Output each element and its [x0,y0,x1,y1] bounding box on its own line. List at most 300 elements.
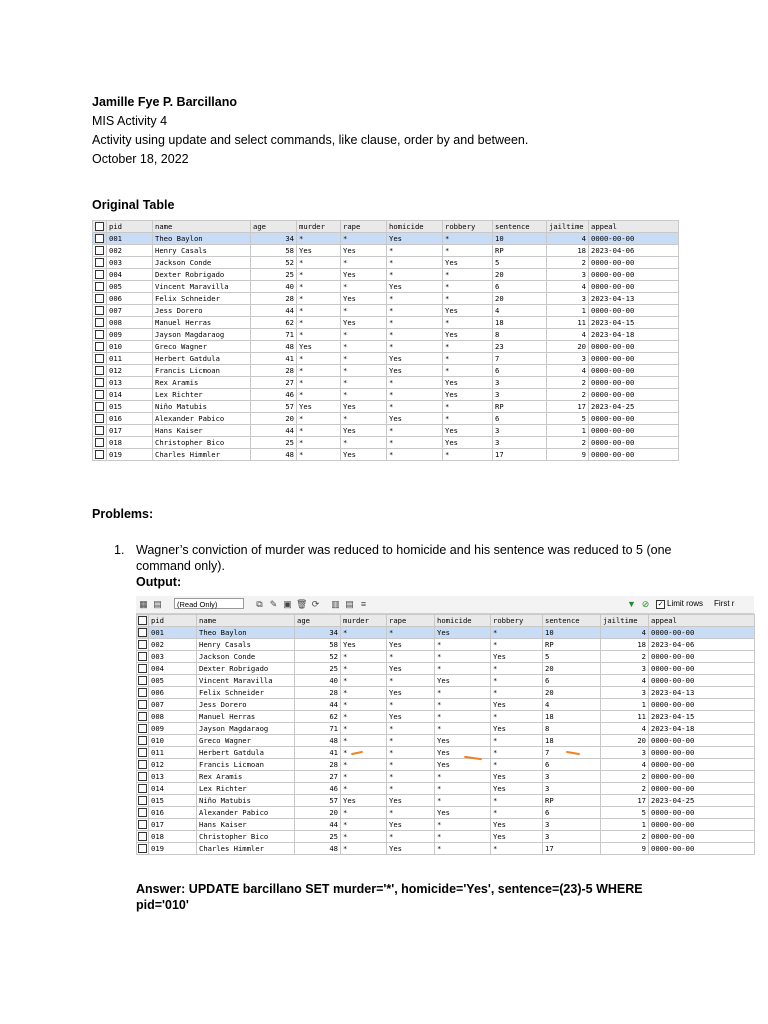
cell-pid[interactable]: 004 [107,269,153,281]
cell-jailtime[interactable]: 18 [601,639,649,651]
cell-rape[interactable]: * [341,365,387,377]
cell-name[interactable]: Manuel Herras [153,317,251,329]
cell-murder[interactable]: * [297,233,341,245]
cell-rape[interactable]: Yes [341,401,387,413]
cell-name[interactable]: Dexter Robrigado [153,269,251,281]
table-row[interactable] [137,843,755,855]
cell-pid[interactable]: 001 [107,233,153,245]
cell-jailtime[interactable]: 17 [601,795,649,807]
table-row[interactable] [93,257,679,269]
row-checkbox[interactable] [93,401,107,413]
cell-name[interactable]: Christopher Bico [197,831,295,843]
row-checkbox[interactable] [137,699,149,711]
table-row[interactable] [137,783,755,795]
cell-age[interactable]: 34 [251,233,297,245]
cell-sentence[interactable]: 20 [493,269,547,281]
cell-murder[interactable]: * [297,449,341,461]
cell-murder[interactable]: * [297,257,341,269]
cell-appeal[interactable]: 0000-00-00 [649,783,755,795]
cell-robbery[interactable]: * [491,639,543,651]
cell-robbery[interactable]: Yes [443,305,493,317]
cell-appeal[interactable]: 0000-00-00 [649,735,755,747]
cell-rape[interactable]: * [387,627,435,639]
cell-age[interactable]: 57 [251,401,297,413]
cell-rape[interactable]: * [341,389,387,401]
row-checkbox[interactable] [137,735,149,747]
cell-homicide[interactable]: Yes [387,365,443,377]
cell-rape[interactable]: Yes [387,687,435,699]
cell-homicide[interactable]: * [387,449,443,461]
cell-murder[interactable]: * [341,711,387,723]
cell-sentence[interactable]: 4 [543,699,601,711]
refresh-icon[interactable]: ⟳ [311,599,320,609]
row-checkbox[interactable] [93,257,107,269]
cell-jailtime[interactable]: 2 [547,437,589,449]
table-row[interactable] [137,735,755,747]
cell-jailtime[interactable]: 4 [547,365,589,377]
cell-age[interactable]: 46 [251,389,297,401]
cell-name[interactable]: Charles Himmler [153,449,251,461]
cell-age[interactable]: 52 [251,257,297,269]
mode-select[interactable]: (Read Only) [174,598,244,609]
cell-rape[interactable]: Yes [341,425,387,437]
cell-rape[interactable]: * [341,437,387,449]
cell-jailtime[interactable]: 2 [601,651,649,663]
cell-rape[interactable]: Yes [387,639,435,651]
cell-robbery[interactable]: * [443,233,493,245]
cell-rape[interactable]: * [387,783,435,795]
cell-pid[interactable]: 018 [149,831,197,843]
cell-name[interactable]: Henry Casals [197,639,295,651]
cell-robbery[interactable]: Yes [491,831,543,843]
cell-pid[interactable]: 005 [107,281,153,293]
cell-jailtime[interactable]: 5 [601,807,649,819]
cell-name[interactable]: Herbert Gatdula [153,353,251,365]
cell-pid[interactable]: 016 [149,807,197,819]
cell-murder[interactable]: * [341,747,387,759]
cell-homicide[interactable]: * [387,329,443,341]
cell-age[interactable]: 71 [251,329,297,341]
cell-homicide[interactable]: * [435,711,491,723]
cell-appeal[interactable]: 0000-00-00 [589,425,679,437]
cell-appeal[interactable]: 0000-00-00 [589,413,679,425]
cell-jailtime[interactable]: 3 [547,269,589,281]
cell-appeal[interactable]: 0000-00-00 [649,663,755,675]
cell-age[interactable]: 20 [295,807,341,819]
cell-jailtime[interactable]: 11 [547,317,589,329]
cell-robbery[interactable]: * [443,245,493,257]
cell-rape[interactable]: * [341,281,387,293]
cell-sentence[interactable]: RP [493,401,547,413]
cell-jailtime[interactable]: 17 [547,401,589,413]
table-row[interactable] [137,675,755,687]
cell-rape[interactable]: * [341,257,387,269]
cell-rape[interactable]: * [341,353,387,365]
row-checkbox[interactable] [93,425,107,437]
table-row[interactable] [93,449,679,461]
cell-age[interactable]: 52 [295,651,341,663]
cell-jailtime[interactable]: 1 [601,699,649,711]
row-checkbox[interactable] [93,353,107,365]
cell-robbery[interactable]: Yes [443,329,493,341]
cell-robbery[interactable]: Yes [491,783,543,795]
cell-age[interactable]: 44 [251,305,297,317]
cell-rape[interactable]: * [341,329,387,341]
cell-appeal[interactable]: 0000-00-00 [589,437,679,449]
cell-jailtime[interactable]: 2 [601,771,649,783]
cell-homicide[interactable]: * [387,245,443,257]
row-checkbox[interactable] [137,627,149,639]
cell-sentence[interactable]: 3 [493,389,547,401]
cell-appeal[interactable]: 0000-00-00 [589,365,679,377]
row-checkbox[interactable] [137,843,149,855]
cell-name[interactable]: Theo Baylon [197,627,295,639]
cell-name[interactable]: Vincent Maravilla [153,281,251,293]
cell-sentence[interactable]: 10 [543,627,601,639]
cell-sentence[interactable]: 20 [493,293,547,305]
cell-pid[interactable]: 007 [149,699,197,711]
cell-pid[interactable]: 003 [107,257,153,269]
cell-sentence[interactable]: 7 [493,353,547,365]
cell-appeal[interactable]: 0000-00-00 [589,341,679,353]
cell-sentence[interactable]: 3 [493,377,547,389]
cell-name[interactable]: Christopher Bico [153,437,251,449]
row-checkbox[interactable] [137,819,149,831]
cell-name[interactable]: Lex Richter [197,783,295,795]
cell-pid[interactable]: 008 [107,317,153,329]
cell-age[interactable]: 25 [251,269,297,281]
cell-rape[interactable]: * [387,771,435,783]
cell-murder[interactable]: * [297,305,341,317]
cell-rape[interactable]: * [387,735,435,747]
row-checkbox[interactable] [93,437,107,449]
cell-sentence[interactable]: 8 [543,723,601,735]
cell-sentence[interactable]: RP [543,795,601,807]
cell-name[interactable]: Theo Baylon [153,233,251,245]
cell-robbery[interactable]: * [491,807,543,819]
cell-murder[interactable]: * [297,353,341,365]
cell-pid[interactable]: 012 [107,365,153,377]
cell-pid[interactable]: 006 [107,293,153,305]
cell-homicide[interactable]: Yes [387,233,443,245]
cell-robbery[interactable]: * [443,449,493,461]
cell-appeal[interactable]: 0000-00-00 [649,699,755,711]
cell-jailtime[interactable]: 3 [547,293,589,305]
cell-robbery[interactable]: * [491,795,543,807]
table-row[interactable] [137,759,755,771]
cell-murder[interactable]: Yes [297,245,341,257]
cell-appeal[interactable]: 0000-00-00 [649,819,755,831]
cell-pid[interactable]: 012 [149,759,197,771]
row-checkbox[interactable] [137,675,149,687]
cell-jailtime[interactable]: 2 [547,389,589,401]
cell-homicide[interactable]: * [435,819,491,831]
column-header-homicide[interactable]: homicide [435,615,491,627]
table-row[interactable] [93,389,679,401]
table-row[interactable] [93,437,679,449]
table-row[interactable] [93,377,679,389]
cell-name[interactable]: Vincent Maravilla [197,675,295,687]
cell-age[interactable]: 25 [251,437,297,449]
cell-sentence[interactable]: 20 [543,687,601,699]
cell-appeal[interactable]: 0000-00-00 [649,651,755,663]
cell-appeal[interactable]: 0000-00-00 [589,353,679,365]
cell-name[interactable]: Niño Matubis [197,795,295,807]
cell-appeal[interactable]: 0000-00-00 [589,389,679,401]
cell-name[interactable]: Jackson Conde [153,257,251,269]
cell-appeal[interactable]: 2023-04-25 [589,401,679,413]
cell-sentence[interactable]: 5 [493,257,547,269]
cell-jailtime[interactable]: 4 [601,675,649,687]
cell-pid[interactable]: 007 [107,305,153,317]
cell-jailtime[interactable]: 3 [601,687,649,699]
cell-age[interactable]: 46 [295,783,341,795]
cell-homicide[interactable]: * [435,687,491,699]
cell-pid[interactable]: 018 [107,437,153,449]
cell-sentence[interactable]: 5 [543,651,601,663]
cell-robbery[interactable]: * [443,413,493,425]
cell-robbery[interactable]: * [443,341,493,353]
cell-robbery[interactable]: * [443,353,493,365]
cell-jailtime[interactable]: 1 [547,305,589,317]
cell-age[interactable]: 48 [251,341,297,353]
row-checkbox[interactable] [137,639,149,651]
cell-murder[interactable]: * [297,329,341,341]
cell-sentence[interactable]: 3 [493,437,547,449]
cell-murder[interactable]: * [341,651,387,663]
cell-pid[interactable]: 011 [107,353,153,365]
cell-murder[interactable]: * [341,771,387,783]
cell-robbery[interactable]: * [443,365,493,377]
cell-pid[interactable]: 014 [149,783,197,795]
cell-sentence[interactable]: 6 [493,281,547,293]
row-checkbox[interactable] [93,449,107,461]
cell-appeal[interactable]: 2023-04-25 [649,795,755,807]
cell-appeal[interactable]: 0000-00-00 [649,843,755,855]
cell-age[interactable]: 28 [295,687,341,699]
cell-jailtime[interactable]: 4 [601,627,649,639]
cell-pid[interactable]: 013 [107,377,153,389]
cell-name[interactable]: Herbert Gatdula [197,747,295,759]
cell-sentence[interactable]: 10 [493,233,547,245]
cell-name[interactable]: Felix Schneider [153,293,251,305]
cell-murder[interactable]: Yes [341,795,387,807]
cell-robbery[interactable]: * [491,747,543,759]
cell-rape[interactable]: * [387,723,435,735]
cell-name[interactable]: Lex Richter [153,389,251,401]
cell-sentence[interactable]: 7 [543,747,601,759]
cell-age[interactable]: 25 [295,663,341,675]
clear-filter-icon[interactable]: ⊘ [641,599,650,609]
copy-icon[interactable]: ⧉ [256,599,263,609]
row-checkbox[interactable] [137,687,149,699]
row-checkbox[interactable] [93,365,107,377]
cell-robbery[interactable]: Yes [491,819,543,831]
cell-robbery[interactable]: * [491,687,543,699]
cell-murder[interactable]: * [341,723,387,735]
cell-rape[interactable]: * [387,807,435,819]
table-row[interactable] [137,639,755,651]
table-row[interactable] [137,651,755,663]
cell-age[interactable]: 28 [251,293,297,305]
cell-appeal[interactable]: 0000-00-00 [649,747,755,759]
row-checkbox[interactable] [93,389,107,401]
cell-rape[interactable]: * [341,233,387,245]
edit-icon[interactable]: ✎ [269,599,278,609]
cell-robbery[interactable]: * [491,627,543,639]
cell-pid[interactable]: 015 [149,795,197,807]
cell-jailtime[interactable]: 3 [547,353,589,365]
cell-sentence[interactable]: 3 [543,831,601,843]
cell-pid[interactable]: 019 [149,843,197,855]
cell-name[interactable]: Greco Wagner [197,735,295,747]
cell-sentence[interactable]: 23 [493,341,547,353]
cell-appeal[interactable]: 2023-04-15 [589,317,679,329]
cell-murder[interactable]: * [297,365,341,377]
cell-jailtime[interactable]: 2 [601,831,649,843]
cell-rape[interactable]: * [341,341,387,353]
text-view-icon[interactable]: ≡ [360,599,367,609]
cell-age[interactable]: 28 [251,365,297,377]
table-row[interactable] [137,819,755,831]
cell-jailtime[interactable]: 4 [547,233,589,245]
cell-homicide[interactable]: * [435,651,491,663]
cell-age[interactable]: 41 [295,747,341,759]
row-checkbox[interactable] [137,663,149,675]
cell-rape[interactable]: * [387,651,435,663]
cell-homicide[interactable]: * [435,639,491,651]
cell-robbery[interactable]: * [443,281,493,293]
cell-murder[interactable]: * [341,831,387,843]
row-checkbox[interactable] [137,771,149,783]
table-row[interactable] [93,401,679,413]
column-header-jailtime[interactable]: jailtime [601,615,649,627]
cell-pid[interactable]: 015 [107,401,153,413]
cell-name[interactable]: Jackson Conde [197,651,295,663]
column-header-age[interactable]: age [251,221,297,233]
row-checkbox[interactable] [137,759,149,771]
cell-robbery[interactable]: Yes [491,699,543,711]
column-header-sentence[interactable]: sentence [543,615,601,627]
row-checkbox[interactable] [137,831,149,843]
cell-homicide[interactable]: Yes [387,413,443,425]
cell-pid[interactable]: 017 [149,819,197,831]
table-row[interactable] [93,233,679,245]
cell-rape[interactable]: * [387,747,435,759]
cell-appeal[interactable]: 2023-04-15 [649,711,755,723]
row-checkbox[interactable] [137,747,149,759]
table-row[interactable] [93,425,679,437]
cell-name[interactable]: Henry Casals [153,245,251,257]
table-row[interactable] [137,627,755,639]
cell-rape[interactable]: * [387,675,435,687]
cell-robbery[interactable]: * [443,293,493,305]
cell-robbery[interactable]: * [491,735,543,747]
cell-rape[interactable]: Yes [341,449,387,461]
table-row[interactable] [93,341,679,353]
cell-age[interactable]: 27 [251,377,297,389]
cell-murder[interactable]: * [297,413,341,425]
cell-homicide[interactable]: * [387,341,443,353]
cell-sentence[interactable]: 6 [543,675,601,687]
cell-murder[interactable]: * [297,437,341,449]
column-header-age[interactable]: age [295,615,341,627]
cell-homicide[interactable]: * [435,699,491,711]
cell-rape[interactable]: Yes [341,317,387,329]
table-row[interactable] [93,365,679,377]
export-icon[interactable]: ▤ [153,599,162,609]
cell-appeal[interactable]: 0000-00-00 [649,627,755,639]
column-header-murder[interactable]: murder [297,221,341,233]
cell-robbery[interactable]: * [491,843,543,855]
cell-jailtime[interactable]: 20 [547,341,589,353]
cell-murder[interactable]: * [341,819,387,831]
table-row[interactable] [93,293,679,305]
row-checkbox[interactable] [93,281,107,293]
cell-age[interactable]: 57 [295,795,341,807]
cell-robbery[interactable]: Yes [443,389,493,401]
cell-jailtime[interactable]: 4 [547,281,589,293]
cell-murder[interactable]: * [341,627,387,639]
cell-robbery[interactable]: Yes [443,425,493,437]
cell-age[interactable]: 27 [295,771,341,783]
row-checkbox[interactable] [137,711,149,723]
cell-homicide[interactable]: * [435,843,491,855]
cell-rape[interactable]: Yes [341,245,387,257]
cell-robbery[interactable]: Yes [491,771,543,783]
cell-sentence[interactable]: 20 [543,663,601,675]
cell-name[interactable]: Jayson Magdaraog [197,723,295,735]
cell-robbery[interactable]: * [491,711,543,723]
cell-rape[interactable]: * [341,413,387,425]
row-checkbox[interactable] [93,317,107,329]
cell-homicide[interactable]: * [387,389,443,401]
row-checkbox[interactable] [93,341,107,353]
cell-name[interactable]: Francis Licmoan [153,365,251,377]
cell-appeal[interactable]: 2023-04-13 [589,293,679,305]
cell-homicide[interactable]: * [387,269,443,281]
cell-appeal[interactable]: 0000-00-00 [649,771,755,783]
cell-homicide[interactable]: * [387,293,443,305]
table-row[interactable] [93,353,679,365]
cell-jailtime[interactable]: 1 [601,819,649,831]
cell-pid[interactable]: 002 [107,245,153,257]
cell-murder[interactable]: Yes [297,341,341,353]
cell-homicide[interactable]: Yes [435,747,491,759]
cell-homicide[interactable]: * [435,783,491,795]
cell-pid[interactable]: 008 [149,711,197,723]
cell-pid[interactable]: 011 [149,747,197,759]
cell-name[interactable]: Hans Kaiser [197,819,295,831]
cell-sentence[interactable]: 6 [493,365,547,377]
cell-age[interactable]: 58 [251,245,297,257]
cell-age[interactable]: 48 [295,843,341,855]
row-checkbox[interactable] [137,807,149,819]
row-checkbox[interactable] [137,723,149,735]
cell-homicide[interactable]: * [435,795,491,807]
cell-jailtime[interactable]: 3 [601,747,649,759]
cell-name[interactable]: Jess Dorero [153,305,251,317]
cell-age[interactable]: 62 [251,317,297,329]
cell-age[interactable]: 34 [295,627,341,639]
cell-homicide[interactable]: * [387,437,443,449]
cell-age[interactable]: 48 [295,735,341,747]
cell-murder[interactable]: Yes [297,401,341,413]
cell-age[interactable]: 48 [251,449,297,461]
cell-sentence[interactable]: 6 [493,413,547,425]
original-select-all-checkbox[interactable] [93,221,107,233]
cell-appeal[interactable]: 2023-04-06 [589,245,679,257]
